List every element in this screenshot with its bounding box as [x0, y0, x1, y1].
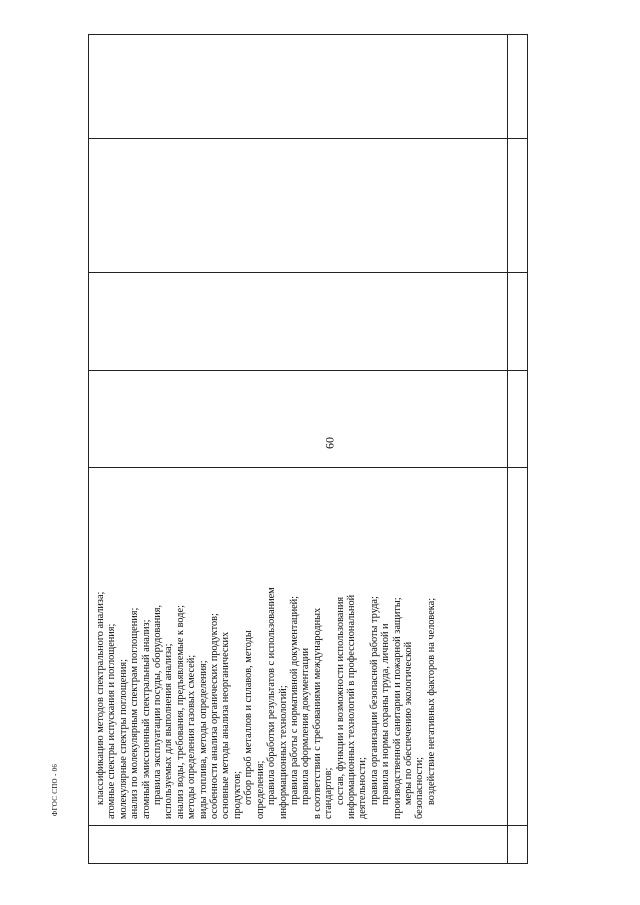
content-line: молекулярные спектры поглощения; [117, 659, 129, 819]
content-line: атомный эмиссионный спектральный анализ; [140, 619, 152, 819]
content-line: продуктов; [231, 771, 243, 819]
content-line: меры по обеспечению экологической [402, 641, 414, 805]
page-number: 60 [322, 437, 337, 449]
content-line: производственной санитарии и пожарной защиты; [391, 597, 403, 819]
content-line: атомные спектры испускания и поглощения; [106, 623, 118, 819]
content-line: информационных технологий; [277, 685, 289, 819]
content-text-block [89, 467, 529, 825]
content-line: анализ воды, требования, предъявляемые к воде; [174, 605, 186, 819]
content-line: методы определения газовых смесей; [186, 654, 198, 819]
content-line: безопасности; [414, 757, 426, 819]
content-line: правила обработки результатов с использованием [266, 587, 278, 805]
content-line: деятельности; [357, 757, 369, 819]
table-row-divider [89, 370, 527, 371]
content-line: правила работы с нормативной документацией; [288, 595, 300, 805]
content-line: определения; [254, 760, 266, 819]
table-row-divider [89, 272, 527, 273]
content-line: правила организации безопасной работы труда; [368, 596, 380, 805]
content-line: правила и нормы охраны труда, личной и [380, 623, 392, 805]
content-line: отбор проб металлов и сплавов, методы [243, 630, 255, 805]
content-line: правила эксплуатации посуды, оборудования, [152, 604, 164, 805]
content-line: основные методы анализа неорганических [220, 631, 232, 819]
table-row-divider [89, 825, 527, 826]
content-line: правила оформления документации [300, 648, 312, 805]
content-line: анализ по молекулярным спектрам поглощения; [129, 607, 141, 819]
rotated-table [88, 34, 528, 864]
content-line: используемых для выполнения анализа; [163, 643, 175, 819]
content-line: стандартов; [323, 767, 335, 819]
content-line: состав, функции и возможности использования [334, 596, 346, 805]
table-row-divider [89, 138, 527, 139]
content-line: классификацию методов спектрального анализа; [95, 591, 106, 805]
content-line: виды топлива, методы определения; [197, 660, 209, 819]
content-line: в соответствии с требованиями международных [311, 607, 323, 819]
content-line: особенности анализа органических продуктов; [209, 613, 221, 819]
table-cell-content [89, 467, 529, 825]
content-line: воздействие негативных факторов на человека; [425, 597, 437, 805]
content-line: информационных технологий в профессиональной [345, 594, 357, 819]
footer-code: ФГОС СПО - 06 [51, 763, 59, 817]
